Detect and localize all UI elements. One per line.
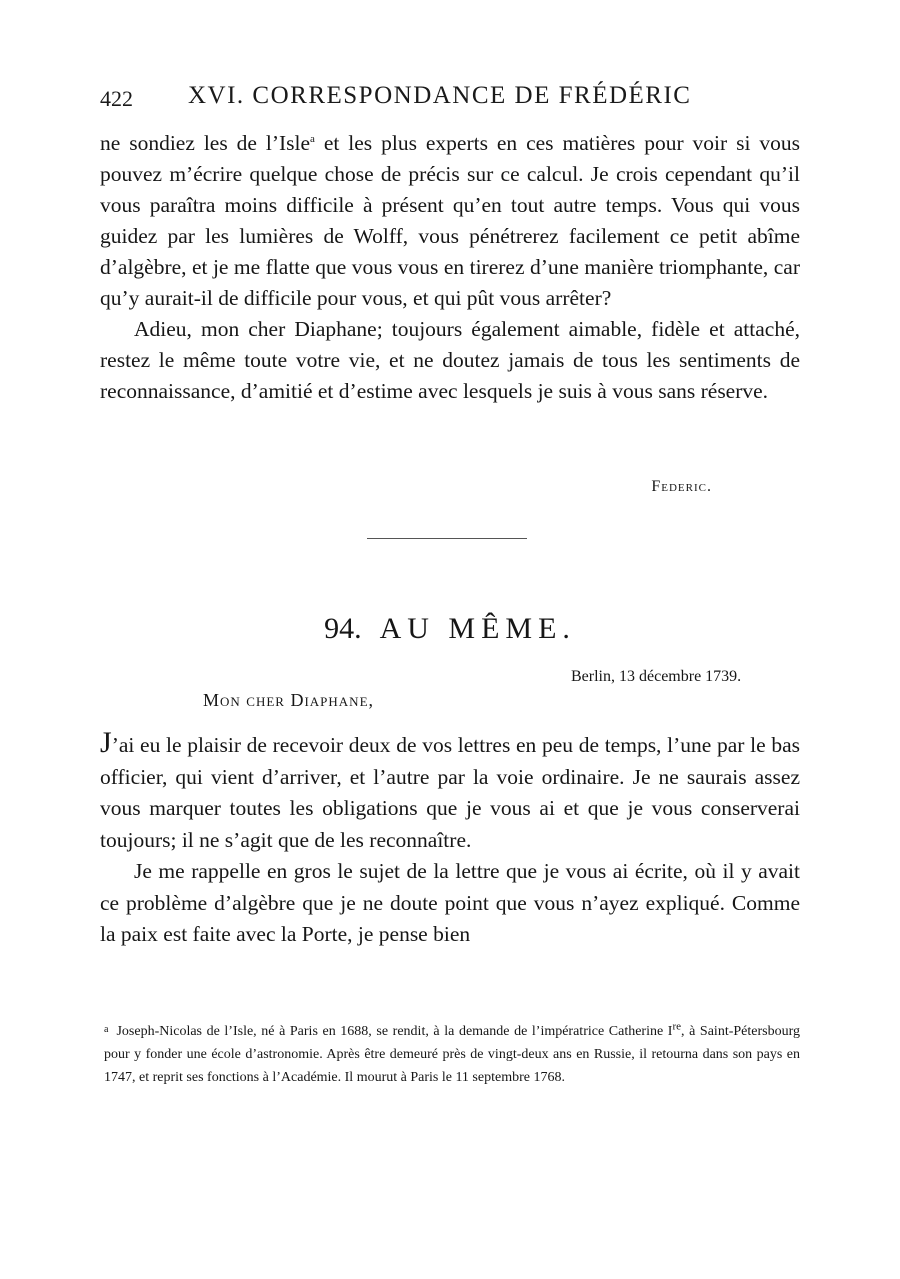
letter-heading xyxy=(0,612,900,646)
footnote-mark: a xyxy=(104,1024,109,1035)
running-header xyxy=(100,82,800,116)
paragraph: Adieu, mon cher Diaphane; toujours également aimable, fidèle et attaché, restez le même toute votre vie, et ne doutez jamais de tous les sentiments de reconnaissance, d’amitié et d’estime avec lesquels je suis à vous sans réserve. xyxy=(100,317,800,403)
running-title: XVI. CORRESPONDANCE DE FRÉDÉRIC xyxy=(188,82,692,109)
letter-number: 94. xyxy=(324,612,362,645)
signature: Federic. xyxy=(651,478,712,495)
footnote: $^a$ Joseph-Nicolas de l’Isle, né à Paris en 1688, se rendit, à la demande de l’impératrice Catherine Ire, à Saint-Pétersbourg pour y fonder une école d’astronomie. Après être demeuré près de vingt-deux ans en Russie, il retourna dans son pays en 1747, et reprit ses fonctions à l’Académie. Il mourut à Paris le 11 septembre 1768. xyxy=(104,1020,800,1085)
dateline: Berlin, 13 décembre 1739. xyxy=(571,668,742,685)
page-number: 422 xyxy=(100,86,133,111)
footnote-reference[interactable]: a xyxy=(310,132,315,145)
paragraph: Je me rappelle en gros le sujet de la lettre que je vous ai écrite, où il y avait ce problème d’algèbre que je ne doute point que vous n’ayez expliqué. Comme la paix est faite avec la Porte, je pense bien xyxy=(100,859,800,946)
salutation: Mon cher Diaphane, xyxy=(203,690,375,710)
section-divider xyxy=(367,538,527,539)
paragraph: J’ai eu le plaisir de recevoir deux de vos lettres en peu de temps, l’une par le bas officier, qui vient d’arriver, et l’autre par la voie ordinaire. Je ne saurais assez vous marquer toutes les obligations que je vous ai et que je vous conserverai toujours; il ne s’agit que de les reconnaître. xyxy=(100,726,800,852)
letter-addressee: AU MÊME. xyxy=(379,612,576,645)
drop-cap: J xyxy=(100,726,112,759)
letter-body xyxy=(100,726,800,951)
continued-letter xyxy=(100,128,800,407)
paragraph: ne sondiez les de l’Isle$^a$ et les plus experts en ces matières pour voir si vous pouvez m’écrire quelque chose de précis sur ce calcul. Je crois cependant qu’il vous paraîtra moins difficile à présent qu’en tout autre temps. Vous qui vous guidez par les lumières de Wolff, vous pénétrerez facilement ce petit abîme d’algèbre, et je me flatte que vous vous en tirerez d’une manière triomphante, car qu’y aurait-il de difficile pour vous, et qui pût vous arrêter? xyxy=(100,131,800,310)
